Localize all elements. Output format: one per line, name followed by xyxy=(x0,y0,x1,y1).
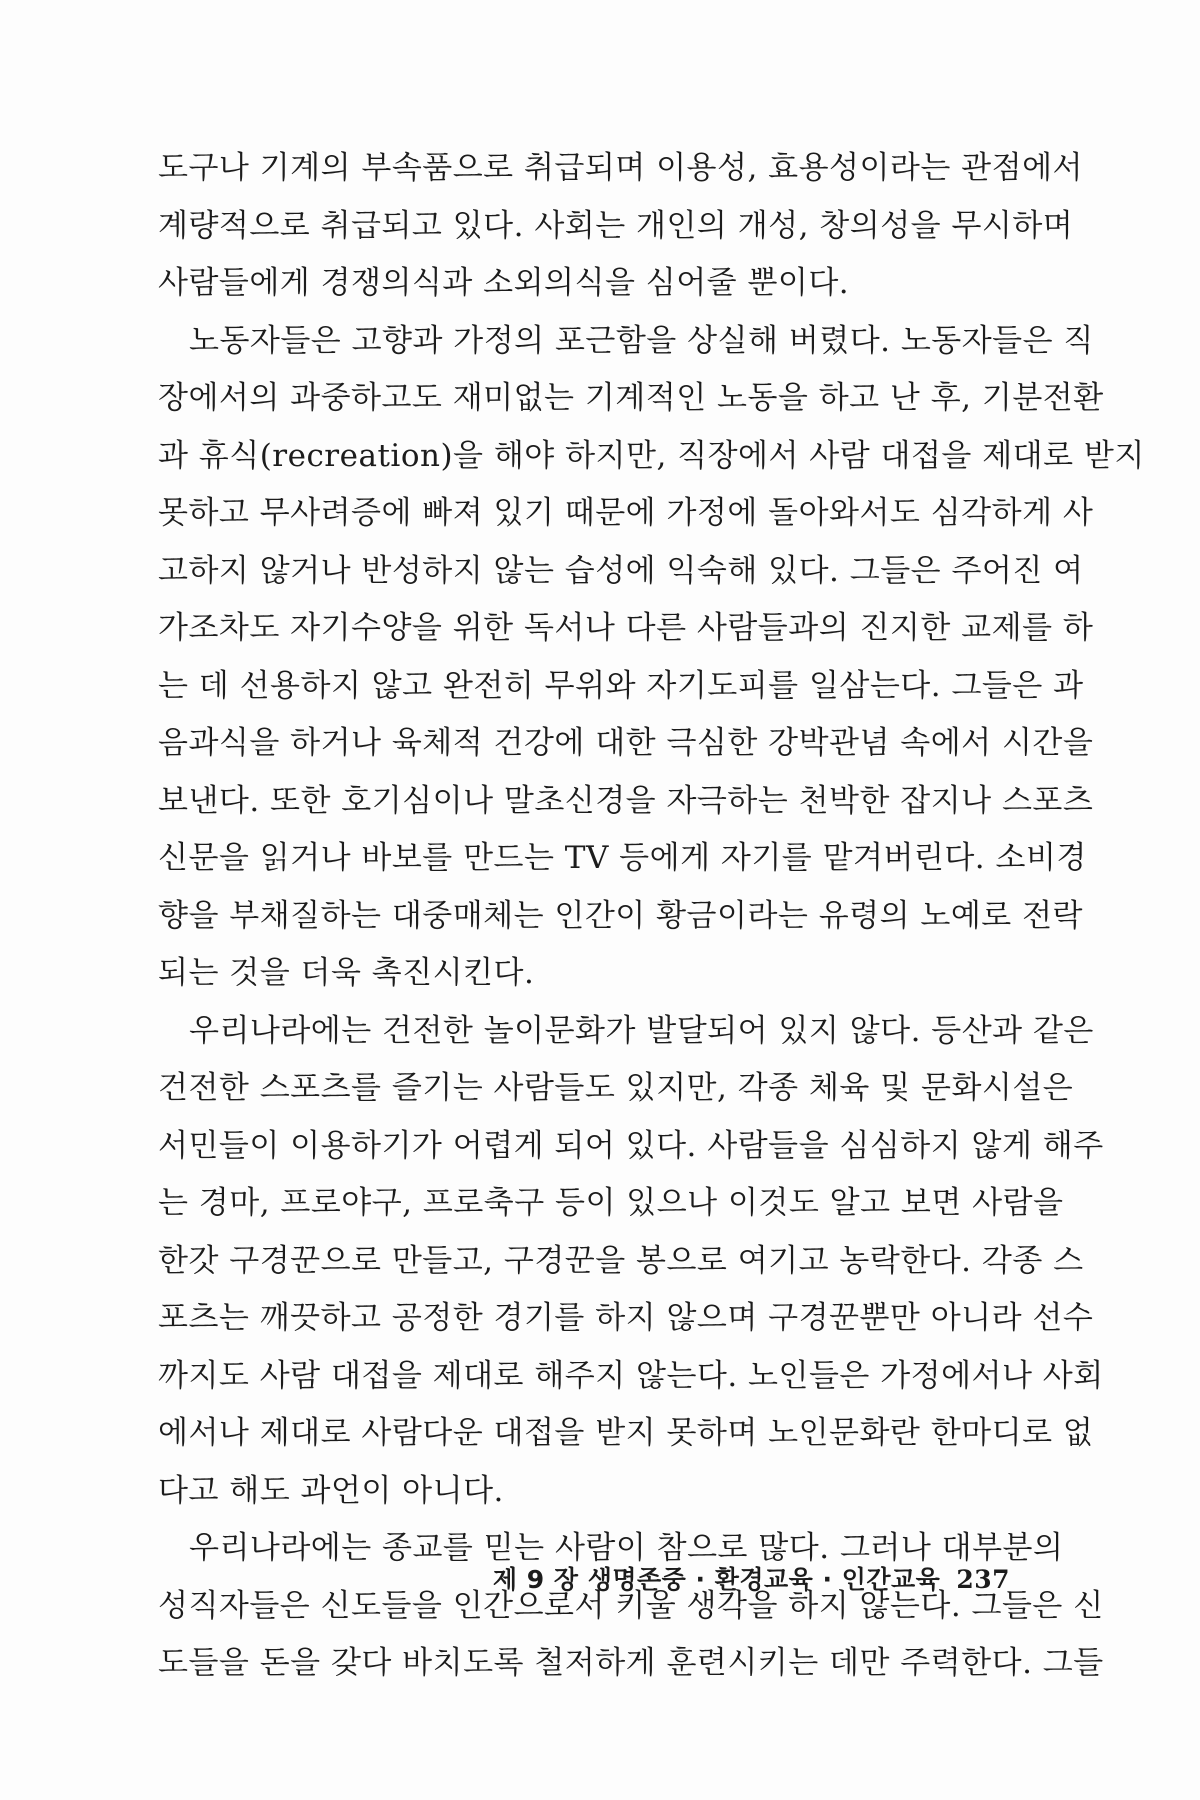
text-line: 고하지 않거나 반성하지 않는 습성에 익숙해 있다. 그들은 주어진 여 xyxy=(158,552,1084,589)
text-line: 도들을 돈을 갖다 바치도록 철저하게 훈련시키는 데만 주력한다. 그들 xyxy=(158,1645,1104,1681)
text-line: 서민들이 이용하기가 어렵게 되어 있다. 사람들을 심심하지 않게 해주 xyxy=(158,1127,1104,1164)
chapter-title: 제 9 장 생명존중 · 환경교육 · 인간교육 xyxy=(492,1565,941,1594)
text-line: 우리나라에는 종교를 믿는 사람이 참으로 많다. 그러나 대부분의 xyxy=(189,1530,1064,1566)
text-line: 장에서의 과중하고도 재미없는 기계적인 노동을 하고 난 후, 기분전환 xyxy=(158,380,1104,416)
text-line: 계량적으로 취급되고 있다. 사회는 개인의 개성, 창의성을 무시하며 xyxy=(158,207,1074,244)
page-number: 237 xyxy=(956,1565,1010,1594)
text-line: 도구나 기계의 부속품으로 취급되며 이용성, 효용성이라는 관점에서 xyxy=(158,150,1083,186)
text-line: 성직자들은 신도들을 인간으로서 키울 생각을 하지 않는다. 그들은 신 xyxy=(158,1587,1104,1624)
text-line: 못하고 무사려증에 빠져 있기 때문에 가정에 돌아와서도 심각하게 사 xyxy=(158,495,1094,531)
text-line: 는 경마, 프로야구, 프로축구 등이 있으나 이것도 알고 보면 사람을 xyxy=(158,1185,1064,1221)
text-line: 노동자들은 고향과 가정의 포근함을 상실해 버렸다. 노동자들은 직 xyxy=(189,322,1094,359)
text-line: 신문을 읽거나 바보를 만드는 TV 등에게 자기를 맡겨버린다. 소비경 xyxy=(158,840,1087,876)
text-line: 되는 것을 더욱 촉진시킨다. xyxy=(158,955,535,991)
text-line: 향을 부채질하는 대중매체는 인간이 황금이라는 유령의 노예로 전락 xyxy=(158,897,1083,934)
body-text xyxy=(158,140,1145,1693)
text-line: 우리나라에는 건전한 놀이문화가 발달되어 있지 않다. 등산과 같은 xyxy=(189,1012,1094,1049)
text-line: 포츠는 깨끗하고 공정한 경기를 하지 않으며 구경꾼뿐만 아니라 선수 xyxy=(158,1300,1094,1336)
text-line: 과 휴식(recreation)을 해야 하지만, 직장에서 사람 대접을 제대로 받지 xyxy=(158,437,1145,474)
text-line: 음과식을 하거나 육체적 건강에 대한 극심한 강박관념 속에서 시간을 xyxy=(158,725,1094,761)
running-footer xyxy=(0,1560,1010,1596)
text-line: 사람들에게 경쟁의식과 소외의식을 심어줄 뿐이다. xyxy=(158,265,850,301)
text-line: 는 데 선용하지 않고 완전히 무위와 자기도피를 일삼는다. 그들은 과 xyxy=(158,667,1084,704)
text-line: 건전한 스포츠를 즐기는 사람들도 있지만, 각종 체육 및 문화시설은 xyxy=(158,1070,1074,1106)
text-line: 까지도 사람 대접을 제대로 해주지 않는다. 노인들은 가정에서나 사회 xyxy=(158,1357,1104,1394)
text-line: 에서나 제대로 사람다운 대접을 받지 못하며 노인문화란 한마디로 없 xyxy=(158,1415,1094,1451)
text-line: 한갓 구경꾼으로 만들고, 구경꾼을 봉으로 여기고 농락한다. 각종 스 xyxy=(158,1242,1084,1279)
text-line: 보낸다. 또한 호기심이나 말초신경을 자극하는 천박한 잡지나 스포츠 xyxy=(158,782,1094,819)
text-line: 다고 해도 과언이 아니다. xyxy=(158,1472,504,1509)
text-line: 가조차도 자기수양을 위한 독서나 다른 사람들과의 진지한 교제를 하 xyxy=(158,610,1094,646)
